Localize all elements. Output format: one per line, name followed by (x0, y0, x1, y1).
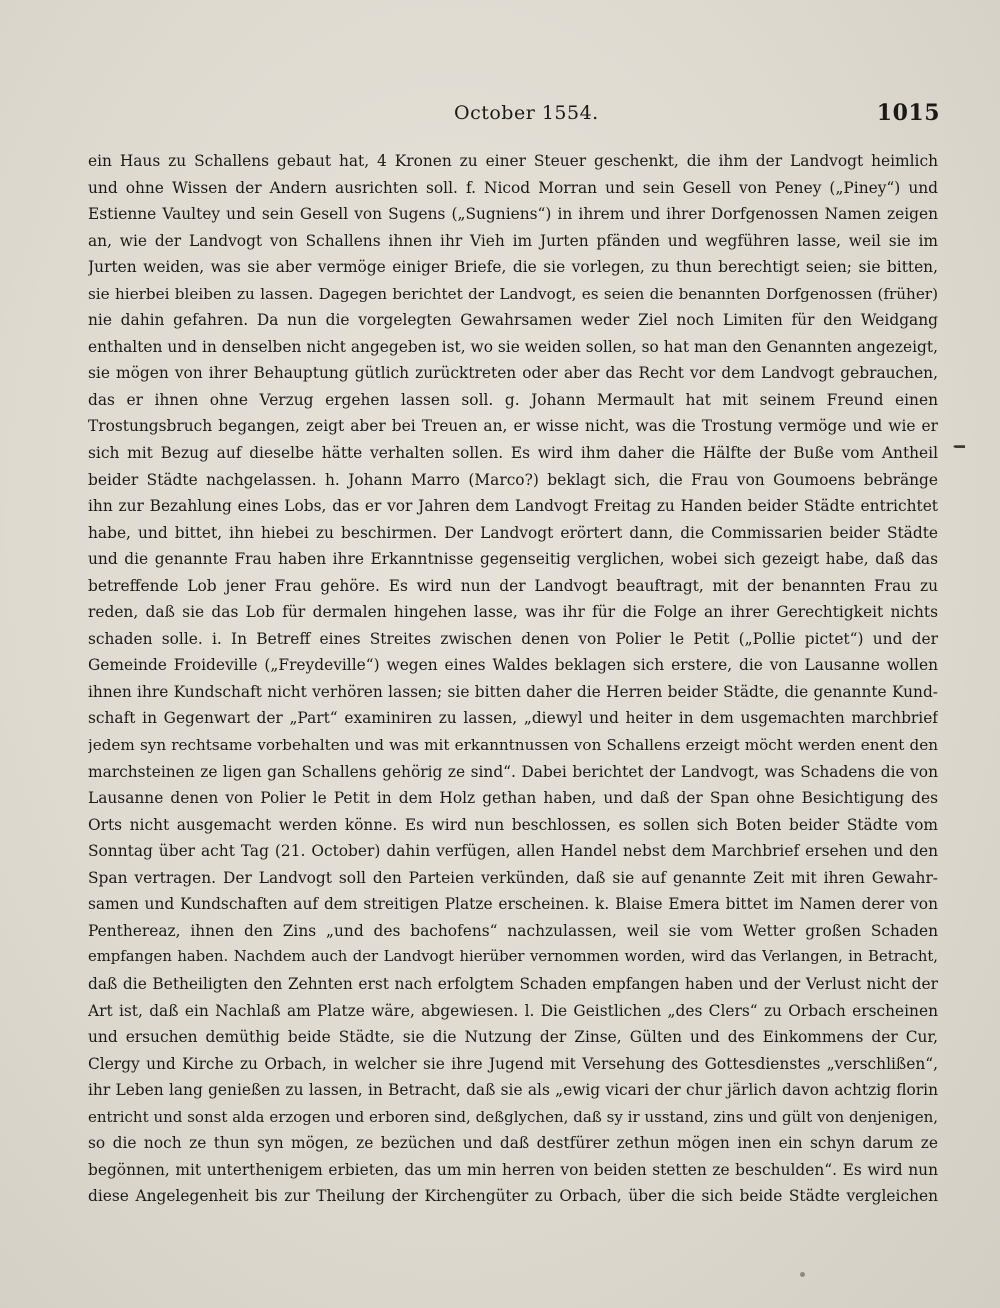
text-line: jedem syn rechtsame vorbehalten und was mit erkanntnussen von Schallens erzeigt möcht werden enent den (88, 736, 938, 755)
running-head (86, 100, 940, 130)
text-line: marchsteinen ze ligen gan Schallens gehörig ze sind“. Dabei berichtet der Landvogt, was Schadens die von (88, 762, 938, 781)
text-line: daß die Betheiligten den Zehnten erst nach erfolgtem Schaden empfangen haben und der Verlust nicht der (88, 974, 938, 993)
text-line: samen und Kundschaften auf dem streitigen Platze erscheinen. k. Blaise Emera bittet im Namen derer von (88, 895, 938, 914)
text-line: nie dahin gefahren. Da nun die vorgelegten Gewahrsamen weder Ziel noch Limiten für den Weidgang (88, 311, 938, 330)
text-line: Art ist, daß ein Nachlaß am Platze wäre, abgewiesen. l. Die Geistlichen „des Clers“ zu Orbach erscheinen (88, 1001, 938, 1020)
text-line: Orts nicht ausgemacht werden könne. Es wird nun beschlossen, es sollen sich Boten beider Städte vom (88, 815, 938, 834)
margin-mark: ·━ (952, 437, 963, 456)
text-line (88, 1210, 938, 1237)
text-line: Jurten weiden, was sie aber vermöge einiger Briefe, die sie vorlegen, zu thun berechtigt seien; sie bitten, (88, 258, 938, 277)
text-line: Estienne Vaultey und sein Gesell von Sugens („Sugniens“) in ihrem und ihrer Dorfgenossen Namen zeigen (88, 205, 938, 224)
text-line: entricht und sonst alda erzogen und erboren sind, deßglychen, daß sy ir usstand, zins und gült von denjenigen, (88, 1107, 938, 1126)
text-line: Penthereaz, ihnen den Zins „und des bachofens“ nachzulassen, weil sie vom Wetter großen Schaden (88, 921, 938, 940)
text-line: und ersuchen demüthig beide Städte, sie die Nutzung der Zinse, Gülten und des Einkommens der Cur, (88, 1028, 938, 1047)
text-line: und ohne Wissen der Andern ausrichten soll. f. Nicod Morran und sein Gesell von Peney („Piney“) und (88, 178, 938, 197)
text-line: Gemeinde Froideville („Freydeville“) wegen eines Waldes beklagen sich erstere, die von Lausanne wollen (88, 656, 938, 675)
text-line: betreffende Lob jener Frau gehöre. Es wird nun der Landvogt beauftragt, mit der benannten Frau zu (88, 576, 938, 595)
text-line: habe, und bittet, ihn hiebei zu beschirmen. Der Landvogt erörtert dann, die Commissarien beider Städte (88, 523, 938, 542)
page-number: 1015 (876, 100, 940, 126)
text-line: sich mit Bezug auf dieselbe hätte verhalten sollen. Es wird ihm daher die Hälfte der Buße vom Antheil (88, 444, 938, 463)
body-text (88, 148, 938, 1236)
running-title: October 1554. (454, 102, 599, 124)
text-line: diese Angelegenheit bis zur Theilung der Kirchengüter zu Orbach, über die sich beide Städte vergleichen (88, 1187, 938, 1206)
text-line: Clergy und Kirche zu Orbach, in welcher sie ihre Jugend mit Versehung des Gottesdienstes „verschlißen“, (88, 1054, 938, 1073)
text-line: ihn zur Bezahlung eines Lobs, das er vor Jahren dem Landvogt Freitag zu Handen beider Städte entrichtet (88, 497, 938, 516)
text-line: so die noch ze thun syn mögen, ze bezüchen und daß destfürer zethun mögen inen ein schyn darum ze (88, 1134, 938, 1153)
text-line: sie hierbei bleiben zu lassen. Dagegen berichtet der Landvogt, es seien die benannten Dorfgenossen (früher) (88, 284, 938, 303)
text-line: beider Städte nachgelassen. h. Johann Marro (Marco?) beklagt sich, die Frau von Goumoens bebränge (88, 470, 938, 489)
text-line: schaft in Gegenwart der „Part“ examiniren zu lassen, „diewyl und heiter in dem usgemachten marchbrief (88, 709, 938, 728)
text-line: und die genannte Frau haben ihre Erkanntnisse gegenseitig verglichen, wobei sich gezeigt habe, daß das (88, 550, 938, 569)
text-line: Lausanne denen von Polier le Petit in dem Holz gethan haben, und daß der Span ohne Besichtigung des (88, 789, 938, 808)
text-line: Span vertragen. Der Landvogt soll den Parteien verkünden, daß sie auf genannte Zeit mit ihren Gewahr- (88, 868, 938, 887)
text-line: Trostungsbruch begangen, zeigt aber bei Treuen an, er wisse nicht, was die Trostung vermöge und wie er (88, 417, 938, 436)
text-line: schaden solle. i. In Betreff eines Streites zwischen denen von Polier le Petit („Pollie pictet“) und der (88, 629, 938, 648)
paper-speck (800, 1272, 805, 1277)
text-line: ihnen ihre Kundschaft nicht verhören lassen; sie bitten daher die Herren beider Städte, die genannte Kund- (88, 682, 938, 701)
text-line: ein Haus zu Schallens gebaut hat, 4 Kronen zu einer Steuer geschenkt, die ihm der Landvogt heimlich (88, 152, 938, 170)
text-line: Sonntag über acht Tag (21. October) dahin verfügen, allen Handel nebst dem Marchbrief ersehen und den (88, 842, 938, 861)
text-line: das er ihnen ohne Verzug ergehen lassen soll. g. Johann Mermault hat mit seinem Freund einen (88, 390, 938, 409)
text-line: reden, daß sie das Lob für dermalen hingehen lasse, was ihr für die Folge an ihrer Gerechtigkeit nichts (88, 603, 938, 622)
text-line: enthalten und in denselben nicht angegeben ist, wo sie weiden sollen, so hat man den Genannten angezeigt, (88, 337, 938, 356)
text-line: ihr Leben lang genießen zu lassen, in Betracht, daß sie als „ewig vicari der chur järlich davon achtzig florin (88, 1081, 938, 1100)
text-line: empfangen haben. Nachdem auch der Landvogt hierüber vernommen worden, wird das Verlangen, in Betracht, (88, 948, 938, 966)
text-line: begönnen, mit unterthenigem erbieten, das um min herren von beiden stetten ze beschulden“. Es wird nun (88, 1160, 938, 1179)
text-line: an, wie der Landvogt von Schallens ihnen ihr Vieh im Jurten pfänden und wegführen lasse, weil sie im (88, 231, 938, 250)
text-line: sie mögen von ihrer Behauptung gütlich zurücktreten oder aber das Recht vor dem Landvogt gebrauchen, (88, 364, 938, 383)
